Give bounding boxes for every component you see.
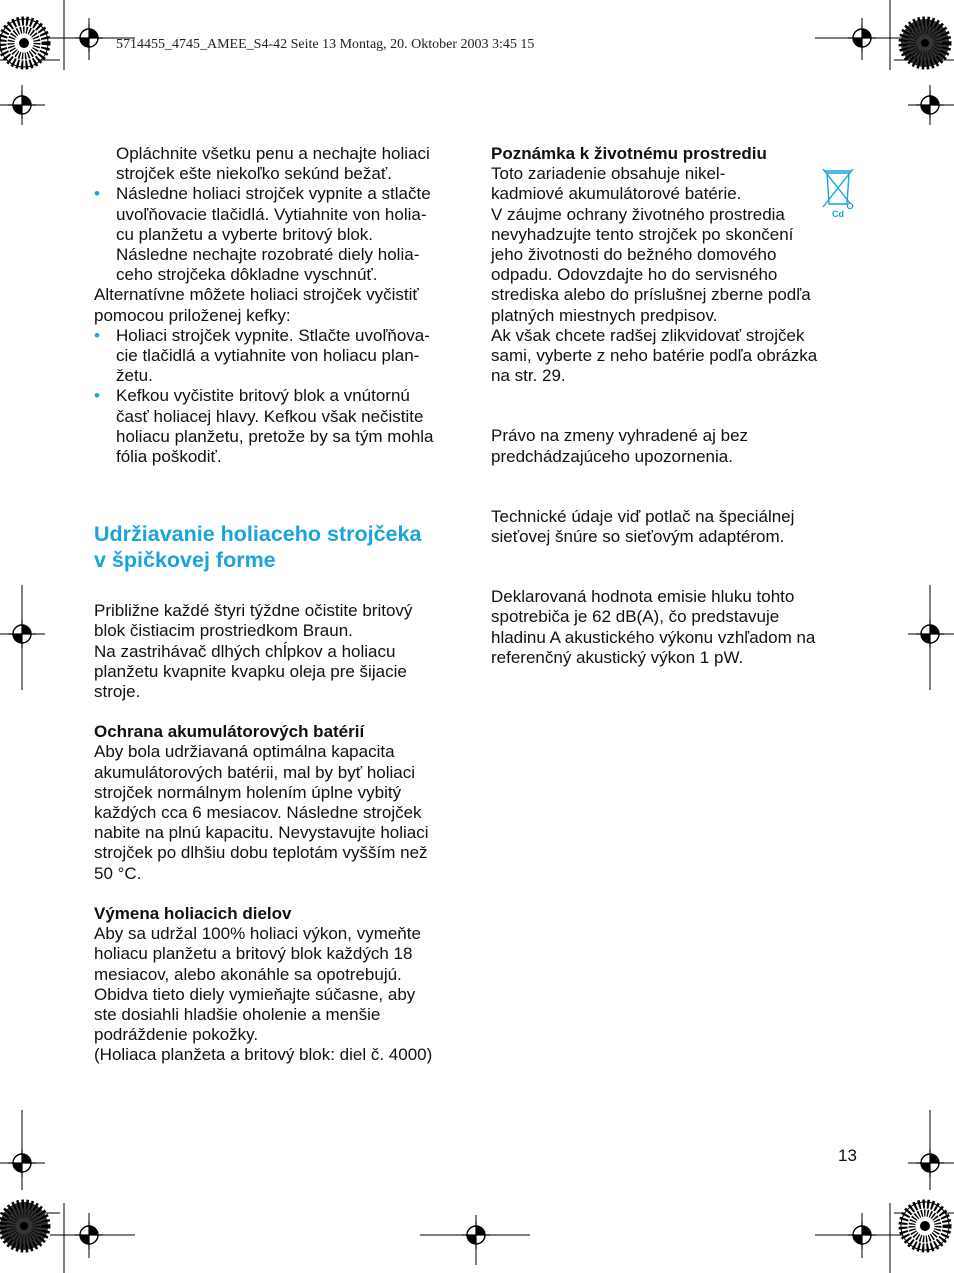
bullet-disassemble [94, 184, 464, 285]
text-line: každých cca 6 mesiacov. Následne strojček [94, 803, 422, 823]
heading-line: Udržiavanie holiaceho strojčeka [94, 522, 422, 547]
text-line: spotrebiča je 62 dB(A), čo predstavuje [491, 607, 780, 627]
text-line: Alternatívne môžete holiaci strojček vyčistiť [94, 285, 419, 305]
text-line: na str. 29. [491, 366, 566, 386]
text-line: 50 °C. [94, 863, 142, 883]
text-line: • Kefkou vyčistite britový blok a vnútornú [116, 386, 410, 406]
rinse-paragraph [94, 144, 464, 184]
text-line: blok čistiacim prostriedkom Braun. [94, 621, 353, 641]
text-line: Ak však chcete radšej zlikvidovať strojček [491, 325, 805, 345]
environment-title: Poznámka k životnému prostrediu [491, 144, 767, 163]
text-line: holiacu planžetu a britový blok každých 18 [94, 944, 413, 964]
text-line: pomocou priloženej kefky: [94, 305, 291, 325]
text-line: planžetu kvapnite kvapku oleja pre šijacie [94, 661, 407, 681]
text-line: hladinu A akustického výkonu vzhľadom na [491, 627, 816, 647]
text-line: mesiacov, alebo akonáhle sa opotrebujú. [94, 964, 402, 984]
text-line: sami, vyberte z neho batérie podľa obrázka [491, 346, 818, 366]
text-line: holiacu planžetu, pretože by sa tým mohla [116, 426, 434, 446]
text-line: strojček po dlhšiu dobu teplotám vyšším než [94, 843, 428, 863]
bullet-switch-off [94, 326, 464, 387]
text-line: (Holiaca planžeta a britový blok: diel č. 4000) [94, 1045, 433, 1065]
text-line: platných miestnych predpisov. [491, 305, 718, 325]
page-number: 13 [838, 1146, 857, 1165]
parts-paragraph [94, 924, 464, 1065]
print-slug: 5714455_4745_AMEE_S4-42 Seite 13 Montag, 20. Oktober 2003 3:45 15 [116, 37, 535, 52]
text-line: žetu. [116, 366, 153, 386]
text-line: V záujme ochrany životného prostredia [491, 204, 785, 224]
text-line: Opláchnite všetku penu a nechajte holiaci [116, 144, 430, 163]
noise-paragraph [491, 587, 851, 668]
maintenance-paragraph [94, 601, 464, 702]
text-line: stroje. [94, 682, 141, 702]
text-line: jeho životnosti do bežného domového [491, 245, 777, 265]
text-line: • Holiaci strojček vypnite. Stlačte uvoľňova- [116, 325, 430, 345]
right-column [491, 144, 851, 668]
text-line: Aby sa udržal 100% holiaci výkon, vymeňte [94, 924, 421, 944]
environment-paragraph [491, 164, 851, 386]
text-line: ste dosiahli hladšie oholenie a menšie [94, 1004, 381, 1024]
bullet-brush [94, 386, 464, 467]
text-line: predchádzajúceho upozornenia. [491, 446, 733, 466]
parts-title: Výmena holiacich dielov [94, 903, 292, 923]
heading-line: v špičkovej forme [94, 548, 276, 573]
text-line: uvoľňovacie tlačidlá. Vytiahnite von holia- [116, 204, 427, 224]
text-line: nabite na plnú kapacitu. Nevystavujte holiaci [94, 823, 429, 843]
text-line: Na zastrihávač dlhých chĺpkov a holiacu [94, 641, 396, 661]
text-line: cie tlačidlá a vytiahnite von holiacu plan- [116, 346, 420, 366]
text-line: strojček ešte niekoľko sekúnd bežať. [116, 164, 392, 184]
text-line: fólia poškodiť. [116, 447, 222, 467]
left-column [94, 144, 464, 1066]
technical-paragraph [491, 507, 851, 547]
text-line: Technické údaje viď potlač na špeciálnej [491, 506, 795, 526]
text-line: Aby bola udržiavaná optimálna kapacita [94, 742, 395, 762]
text-line: cu planžetu a vyberte britový blok. [116, 224, 374, 244]
text-line: Obidva tieto diely vymieňajte súčasne, aby [94, 984, 416, 1004]
text-line: strediska alebo do príslušnej zberne podľa [491, 285, 811, 305]
text-line: Približne každé štyri týždne očistite britový [94, 601, 413, 621]
text-line: Deklarovaná hodnota emisie hluku tohto [491, 587, 795, 607]
text-line: strojček normálnym holením úplne vybitý [94, 782, 402, 802]
crossed-bin-icon [820, 166, 860, 227]
alternative-paragraph [94, 285, 464, 325]
text-line: • Následne holiaci strojček vypnite a stlačte [116, 184, 431, 204]
text-line: referenčný akustický výkon 1 pW. [491, 647, 744, 667]
text-line: časť holiacej hlavy. Kefkou však nečistite [116, 406, 424, 426]
text-line: podráždenie pokožky. [94, 1025, 259, 1045]
text-line: odpadu. Odovzdajte ho do servisného [491, 265, 778, 285]
text-line: ceho strojčeka dôkladne vyschnúť. [116, 265, 378, 285]
text-line: Právo na zmeny vyhradené aj bez [491, 426, 749, 446]
battery-title: Ochrana akumulátorových batérií [94, 722, 365, 742]
text-line: Následne nechajte rozobraté diely holia- [116, 245, 420, 265]
text-line: sieťovej šnúre so sieťovým adaptérom. [491, 527, 785, 547]
text-line: kadmiové akumulátorové batérie. [491, 184, 742, 204]
rights-paragraph [491, 426, 851, 466]
text-line: nevyhadzujte tento strojček po skončení [491, 224, 794, 244]
bin-label: Cd [832, 209, 844, 219]
battery-paragraph [94, 742, 464, 883]
text-line: akumulátorových batérii, mal by byť holiaci [94, 762, 416, 782]
text-line: Toto zariadenie obsahuje nikel- [491, 164, 726, 184]
section-heading [94, 521, 464, 573]
